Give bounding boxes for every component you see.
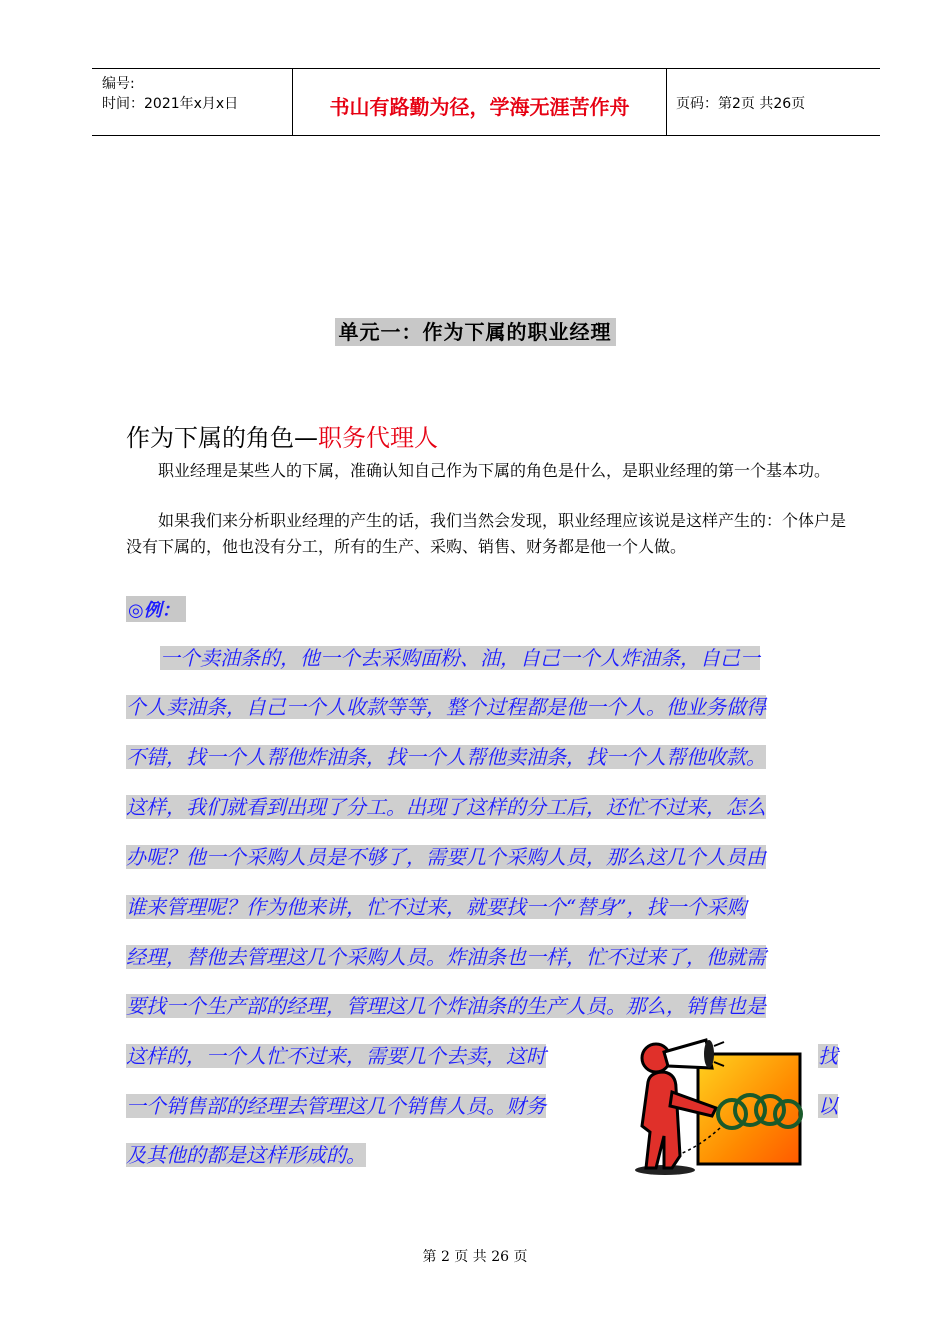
page-footer: 第 2 页 共 26 页 [422, 1249, 528, 1265]
example-line-2: 个人卖油条，自己一个人收款等等，整个过程都是他一个人。他业务做得 [126, 695, 766, 719]
section-title [126, 418, 438, 453]
header-left-cell [92, 69, 292, 135]
document-header [92, 68, 880, 136]
example-line-6: 谁来管理呢？作为他来讲，忙不过来，就要找一个“替身”，找一个采购 [126, 895, 747, 919]
unit-title-text: 单元一：作为下属的职业经理 [335, 318, 616, 346]
example-line-1: 一个卖油条的，他一个去采购面粉、油，自己一个人炸油条，自己一 [160, 646, 760, 670]
number-label: 编号: [102, 76, 135, 92]
example-line-7: 经理，替他去管理这几个采购人员。炸油条也一样，忙不过来了，他就需 [126, 945, 766, 969]
section-title-highlight: 职务代理人 [318, 424, 438, 452]
example-line-8: 要找一个生产部的经理，管理这几个炸油条的生产人员。那么，销售也是 [126, 994, 766, 1018]
example-line-11: 及其他的都是这样形成的。 [126, 1143, 366, 1167]
paragraph-1: 职业经理是某些人的下属，准确认知自己作为下属的角色是什么，是职业经理的第一个基本功。 [158, 461, 831, 480]
example-line-5: 办呢？他一个采购人员是不够了，需要几个采购人员，那么这几个人员由 [126, 845, 766, 869]
unit-title [0, 316, 950, 345]
header-motto-cell [292, 69, 667, 135]
example-label: ◎例： [126, 596, 186, 622]
megaphone-presenter-icon [620, 1036, 810, 1176]
section-title-prefix: 作为下属的角色— [126, 424, 318, 452]
example-line-9-left: 这样的，一个人忙不过来，需要几个去卖，这时 [126, 1044, 546, 1068]
time-label: 时间：2021年x月x日 [102, 96, 239, 112]
example-line-10-right: 以 [818, 1094, 838, 1118]
example-line-3: 不错，找一个人帮他炸油条，找一个人帮他卖油条，找一个人帮他收款。 [126, 745, 766, 769]
paragraph-2: 如果我们来分析职业经理的产生的话，我们当然会发现，职业经理应该说是这样产生的：个体户是没有下属的，他也没有分工，所有的生产、采购、销售、财务都是他一个人做。 [126, 511, 847, 556]
example-line-10-left: 一个销售部的经理去管理这几个销售人员。财务 [126, 1094, 546, 1118]
example-line-4: 这样，我们就看到出现了分工。出现了这样的分工后，还忙不过来，怎么 [126, 795, 766, 819]
example-line-9-right: 找 [818, 1044, 838, 1068]
header-page-info: 页码：第2页 共26页 [676, 96, 806, 112]
header-right-cell [666, 69, 880, 135]
header-motto: 书山有路勤为径，学海无涯苦作舟 [329, 95, 630, 119]
